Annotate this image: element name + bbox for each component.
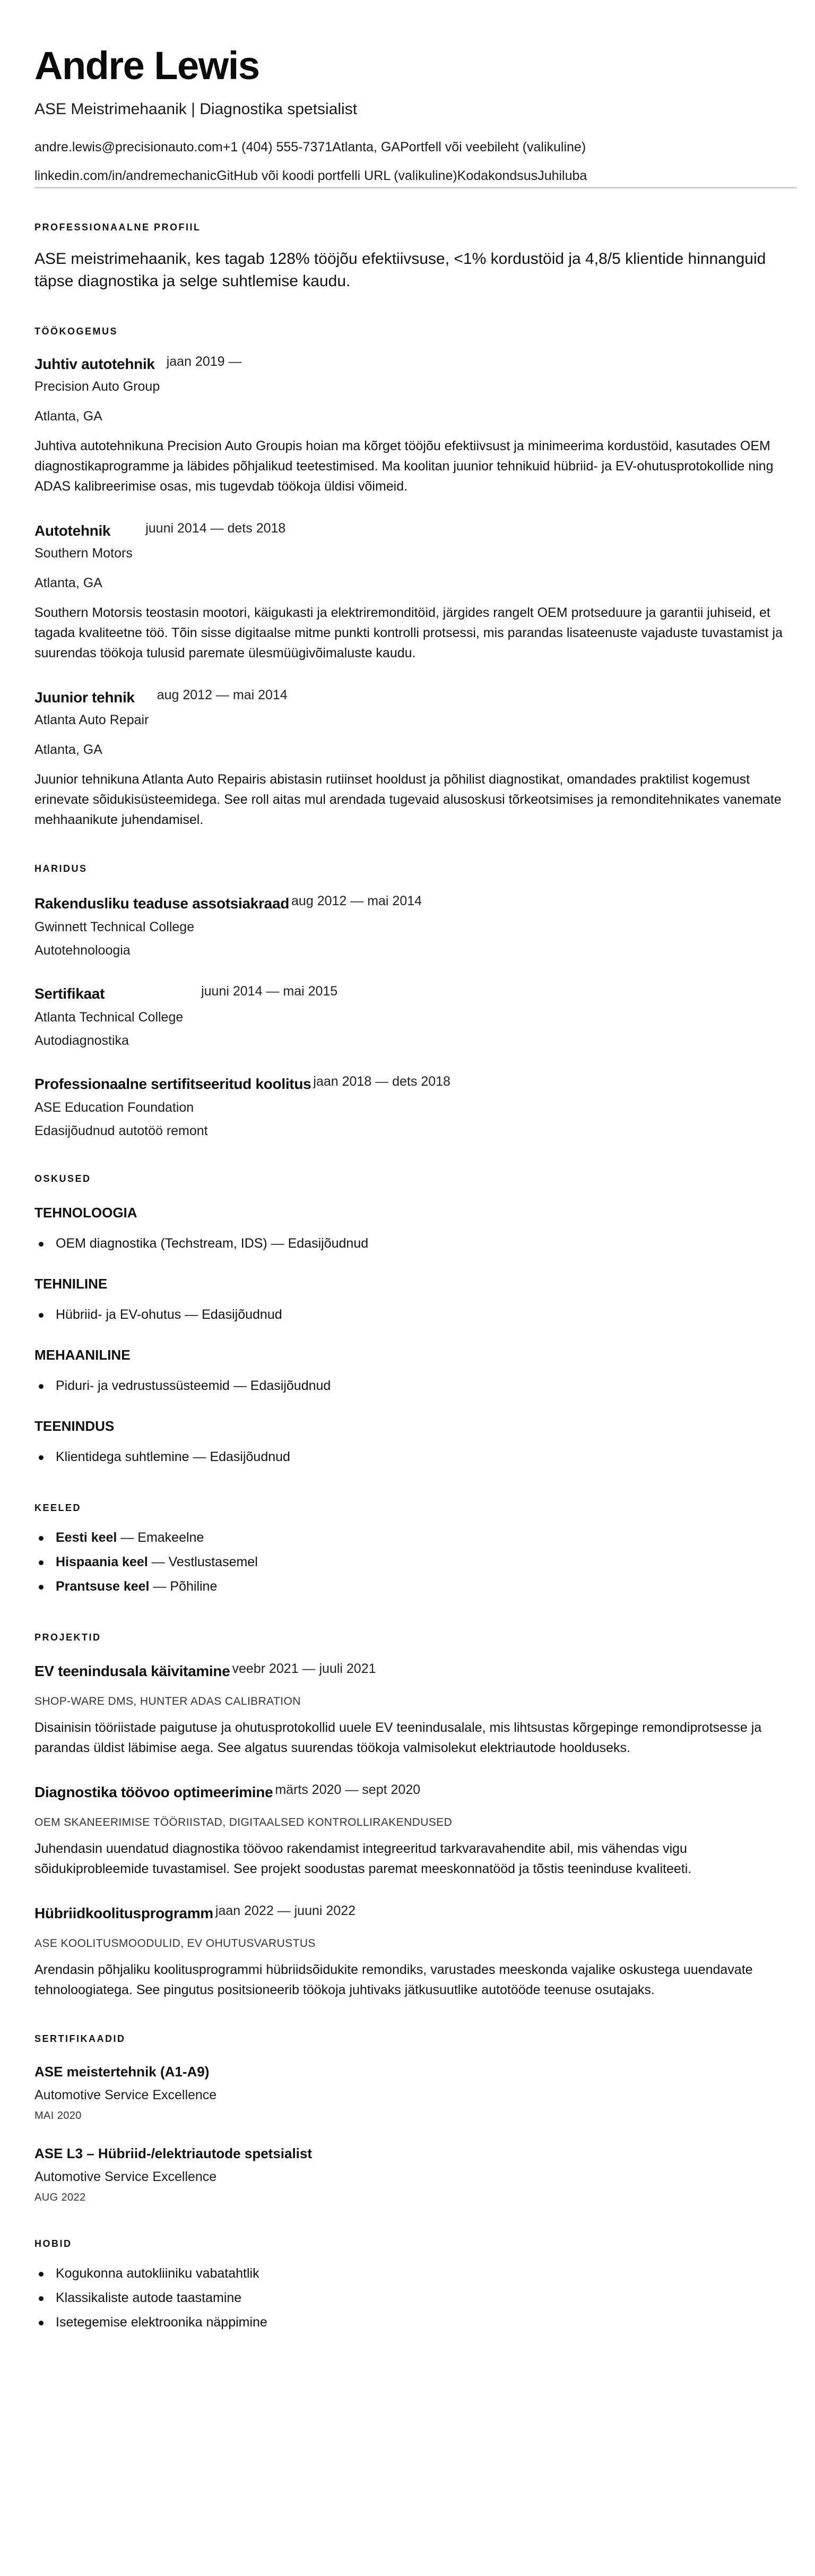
skill-category: TEENINDUS <box>34 1418 115 1434</box>
education-school: Gwinnett Technical College <box>34 920 195 934</box>
project-technologies: SHOP-WARE DMS, HUNTER ADAS CALIBRATION <box>34 1695 301 1707</box>
project-entry <box>34 1661 797 1758</box>
job-company: Precision Auto Group <box>34 379 160 394</box>
skill-group <box>34 1204 797 1256</box>
job-entry <box>34 354 797 496</box>
hobby-item: Isetegemise elektroonika näppimine <box>34 2310 797 2334</box>
education-header <box>34 984 797 1004</box>
section-title-skills: OSKUSED <box>34 1173 91 1184</box>
language-name: Eesti keel <box>56 1530 117 1545</box>
languages-section <box>34 1502 797 1599</box>
project-technologies: OEM SKANEERIMISE TÖÖRIISTAD, DIGITAALSED KONTROLLIRAKENDUSED <box>34 1816 453 1828</box>
certification-issuer: Automotive Service Excellence <box>34 2088 217 2102</box>
job-location: Atlanta, GA <box>34 576 102 590</box>
certification-name: ASE meistertehnik (A1-A9) <box>34 2064 210 2080</box>
contact-portfolio[interactable]: Portfell või veebileht (valikuline) <box>400 140 586 154</box>
language-item: Prantsuse keel — Põhiline <box>34 1574 797 1599</box>
job-description: Juunior tehnikuna Atlanta Auto Repairis abistasin rutiinset hooldust ja põhilist diagnostikat, omandades praktilist kogemust erinevate sõidukisüsteemidega. See roll aitas mul arendada tugevaid alusoskusi tõrkeotsimises ja remonditehnikates vanemate mehhaanikute juhendamisel. <box>34 772 782 827</box>
resume-header <box>34 44 797 188</box>
skill-category: MEHAANILINE <box>34 1347 131 1363</box>
job-company: Atlanta Auto Repair <box>34 712 149 727</box>
project-name: EV teenindusala käivitamine <box>34 1663 230 1679</box>
section-title-hobbies: HOBID <box>34 2238 72 2249</box>
hobby-item: Kogukonna autokliiniku vabatahtlik <box>34 2261 797 2286</box>
project-header <box>34 1782 797 1802</box>
project-description: Juhendasin uuendatud diagnostika töövoo rakendamist integreeritud tarkvaravahendite abil, mis vähendas vigu sõidukiprobleemide tuvastamisel. See projekt soodustas paremat meeskonnatööd ja tõstis teeninduse kvaliteeti. <box>34 1841 692 1876</box>
section-title-projects: PROJEKTID <box>34 1632 101 1643</box>
job-location: Atlanta, GA <box>34 742 102 757</box>
job-dates: jaan 2019 — <box>166 354 242 369</box>
certification-entry <box>34 2144 797 2205</box>
section-title-education: HARIDUS <box>34 863 88 874</box>
certifications-section <box>34 2033 797 2205</box>
skill-item: OEM diagnostika (Techstream, IDS) — Edasijõudnud <box>34 1231 797 1256</box>
section-title-certifications: SERTIFIKAADID <box>34 2033 126 2044</box>
project-header <box>34 1903 797 1924</box>
skill-item: Hübriid- ja EV-ohutus — Edasijõudnud <box>34 1302 797 1327</box>
skill-category: TEHNOLOOGIA <box>34 1205 137 1221</box>
language-level: Emakeelne <box>137 1530 204 1545</box>
project-dates: jaan 2022 — juuni 2022 <box>215 1903 356 1918</box>
hobby-list <box>34 2261 797 2334</box>
education-header <box>34 894 797 914</box>
skill-item: Piduri- ja vedrustussüsteemid — Edasijõudnud <box>34 1373 797 1398</box>
job-entry <box>34 521 797 663</box>
project-entry <box>34 1903 797 2000</box>
certification-date: AUG 2022 <box>34 2192 86 2203</box>
certification-entry <box>34 2063 797 2123</box>
skills-section <box>34 1173 797 1469</box>
job-dates: aug 2012 — mai 2014 <box>157 688 288 702</box>
job-location: Atlanta, GA <box>34 409 102 424</box>
project-technologies: ASE KOOLITUSMOODULID, EV OHUTUSVARUSTUS <box>34 1937 316 1950</box>
education-dates: aug 2012 — mai 2014 <box>291 894 422 908</box>
education-dates: juuni 2014 — mai 2015 <box>201 984 338 999</box>
education-field: Autodiagnostika <box>34 1033 129 1048</box>
certification-issuer: Automotive Service Excellence <box>34 2169 217 2184</box>
contact-location: Atlanta, GA <box>332 140 400 154</box>
section-title-profile: PROFESSIONAALNE PROFIIL <box>34 222 201 233</box>
skill-list <box>34 1373 797 1398</box>
education-section <box>34 863 797 1140</box>
project-dates: märts 2020 — sept 2020 <box>275 1782 421 1797</box>
section-title-experience: TÖÖKOGEMUS <box>34 326 118 337</box>
job-header <box>34 521 797 541</box>
education-entry <box>34 984 797 1050</box>
language-list <box>34 1525 797 1599</box>
header-divider <box>34 187 797 188</box>
experience-section <box>34 325 797 830</box>
contact-linkedin[interactable]: linkedin.com/in/andremechanic <box>34 168 217 183</box>
job-header <box>34 354 797 374</box>
education-degree: Rakendusliku teaduse assotsiakraad <box>34 895 290 912</box>
skill-item: Klientidega suhtlemine — Edasijõudnud <box>34 1445 797 1469</box>
education-degree: Sertifikaat <box>34 985 105 1002</box>
profile-summary: ASE meistrimehaanik, kes tagab 128% tööjõu efektiivsuse, <1% kordustöid ja 4,8/5 klientide hinnanguid täpse diagnostika ja selge suhtlemise kaudu. <box>34 250 766 290</box>
skill-list <box>34 1231 797 1256</box>
contact-drivers-license: Juhiluba <box>537 168 587 183</box>
project-entry <box>34 1782 797 1879</box>
education-school: ASE Education Foundation <box>34 1100 194 1115</box>
profile-section <box>34 221 797 293</box>
hobby-item: Klassikaliste autode taastamine <box>34 2286 797 2310</box>
language-level: Vestlustasemel <box>168 1555 258 1569</box>
job-description: Southern Motorsis teostasin mootori, käigukasti ja elektriremonditöid, järgides rangelt OEM protseduure ja garantii juhiseid, et tagada kvaliteetne töö. Tõin sisse digitaalse mitme punkti kontrolli protsessi, mis parandas lisateenuste vajaduste tuvastamist ja suurendas töökoja tulusid paremate ülesmüügivõimaluste kaudu. <box>34 605 783 660</box>
skill-list <box>34 1445 797 1469</box>
candidate-name: Andre Lewis <box>34 44 259 88</box>
education-field: Edasijõudnud autotöö remont <box>34 1123 208 1138</box>
projects-section <box>34 1632 797 2000</box>
job-title: Autotehnik <box>34 522 111 539</box>
contact-line-2 <box>34 167 797 185</box>
skill-group <box>34 1346 797 1398</box>
contact-citizenship: Kodakondsus <box>457 168 538 183</box>
project-name: Diagnostika töövoo optimeerimine <box>34 1784 273 1800</box>
skill-group <box>34 1275 797 1327</box>
contact-github[interactable]: GitHub või koodi portfelli URL (valikuline) <box>216 168 457 183</box>
contact-email[interactable]: andre.lewis@precisionauto.com <box>34 140 223 154</box>
skill-list <box>34 1302 797 1327</box>
section-title-languages: KEELED <box>34 1502 82 1513</box>
skill-category: TEHNILINE <box>34 1276 108 1292</box>
skill-group <box>34 1417 797 1469</box>
education-dates: jaan 2018 — dets 2018 <box>313 1074 450 1089</box>
education-school: Atlanta Technical College <box>34 1010 184 1025</box>
contact-phone[interactable]: +1 (404) 555-7371 <box>222 140 333 154</box>
education-entry <box>34 1074 797 1140</box>
job-title: Juhtiv autotehnik <box>34 356 155 372</box>
candidate-headline: ASE Meistrimehaanik | Diagnostika spetsialist <box>34 100 358 118</box>
language-name: Hispaania keel <box>56 1555 148 1569</box>
education-degree: Professionaalne sertifitseeritud koolitus <box>34 1076 311 1092</box>
education-entry <box>34 894 797 959</box>
project-header <box>34 1661 797 1681</box>
hobbies-section <box>34 2238 797 2334</box>
project-name: Hübriidkoolitusprogramm <box>34 1905 213 1921</box>
language-level: Põhiline <box>170 1579 218 1594</box>
job-title: Juunior tehnik <box>34 689 135 706</box>
contact-line-1 <box>34 138 797 156</box>
certification-date: MAI 2020 <box>34 2110 82 2122</box>
project-description: Arendasin põhjaliku koolitusprogrammi hübriidsõidukite remondiks, varustades meeskonda vajalike oskustega uuendavate tehnoloogiatega. See pingutus positsioneerib töökoja juhtivaks jätkusuutlike autotööde teenuse osutajaks. <box>34 1962 753 1997</box>
language-item: Eesti keel — Emakeelne <box>34 1525 797 1550</box>
project-description: Disainisin tööriistade paigutuse ja ohutusprotokollid uuele EV teenindusalale, mis lihtsustas kõrgepinge remondiprotsesse ja parandas üldist läbimise aega. See algatus suurendas töökoja valmisolekut elektriautode hoolduseks. <box>34 1720 762 1755</box>
education-header <box>34 1074 797 1094</box>
job-description: Juhtiva autotehnikuna Precision Auto Groupis hoian ma kõrget tööjõu efektiivsust ja minimeerima kordustöid, kasutades OEM diagnostikaprogramme ja läbides põhjalikud teetestimised. Ma koolitan juunior tehnikuid hübriid- ja EV-ohutusprotokollide ning ADAS kalibreerimise osas, mis tugevdab töökoja üldisi võimeid. <box>34 439 774 494</box>
language-item: Hispaania keel — Vestlustasemel <box>34 1550 797 1574</box>
certification-name: ASE L3 – Hübriid-/elektriautode spetsialist <box>34 2145 313 2161</box>
job-company: Southern Motors <box>34 546 133 561</box>
job-dates: juuni 2014 — dets 2018 <box>145 521 286 536</box>
job-entry <box>34 688 797 830</box>
language-name: Prantsuse keel <box>56 1579 150 1594</box>
project-dates: veebr 2021 — juuli 2021 <box>232 1661 376 1676</box>
job-header <box>34 688 797 708</box>
education-field: Autotehnoloogia <box>34 943 131 958</box>
